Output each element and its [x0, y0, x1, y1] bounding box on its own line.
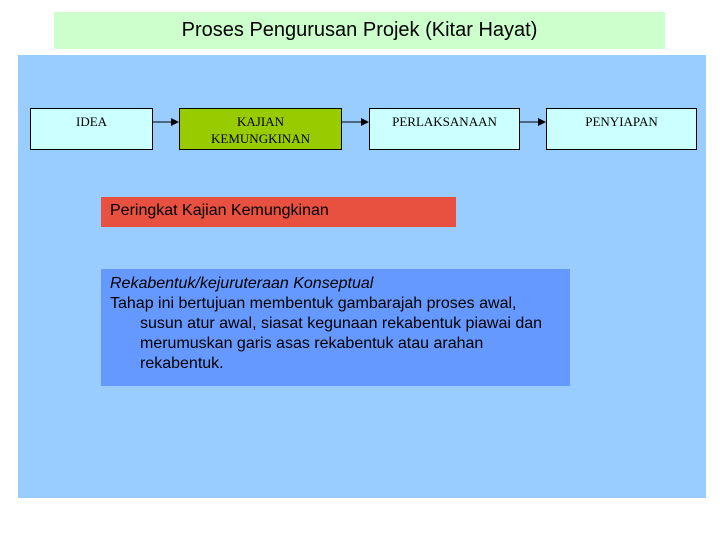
description-body: Tahap ini bertujuan membentuk gambarajah proses awal, susun atur awal, siasat kegunaan rekabentuk piawai dan merumuskan garis asas rekabentuk atau arahan rekabentuk.: [110, 295, 543, 372]
step-perlaksanaan-label: PERLAKSANAAN: [392, 114, 497, 129]
step-penyiapan: [546, 108, 697, 150]
step-kajian-kemungkinan-label: KAJIAN KEMUNGKINAN: [211, 114, 310, 146]
description-box: [101, 269, 570, 386]
step-kajian-kemungkinan: [179, 108, 342, 150]
description-heading: Rekabentuk/kejuruteraan Konseptual: [110, 275, 374, 292]
step-idea: [30, 108, 153, 150]
step-idea-label: IDEA: [76, 114, 108, 129]
slide-title: Proses Pengurusan Projek (Kitar Hayat): [54, 12, 665, 49]
step-penyiapan-label: PENYIAPAN: [585, 114, 658, 129]
step-perlaksanaan: [369, 108, 520, 150]
section-heading: Peringkat Kajian Kemungkinan: [101, 197, 456, 227]
